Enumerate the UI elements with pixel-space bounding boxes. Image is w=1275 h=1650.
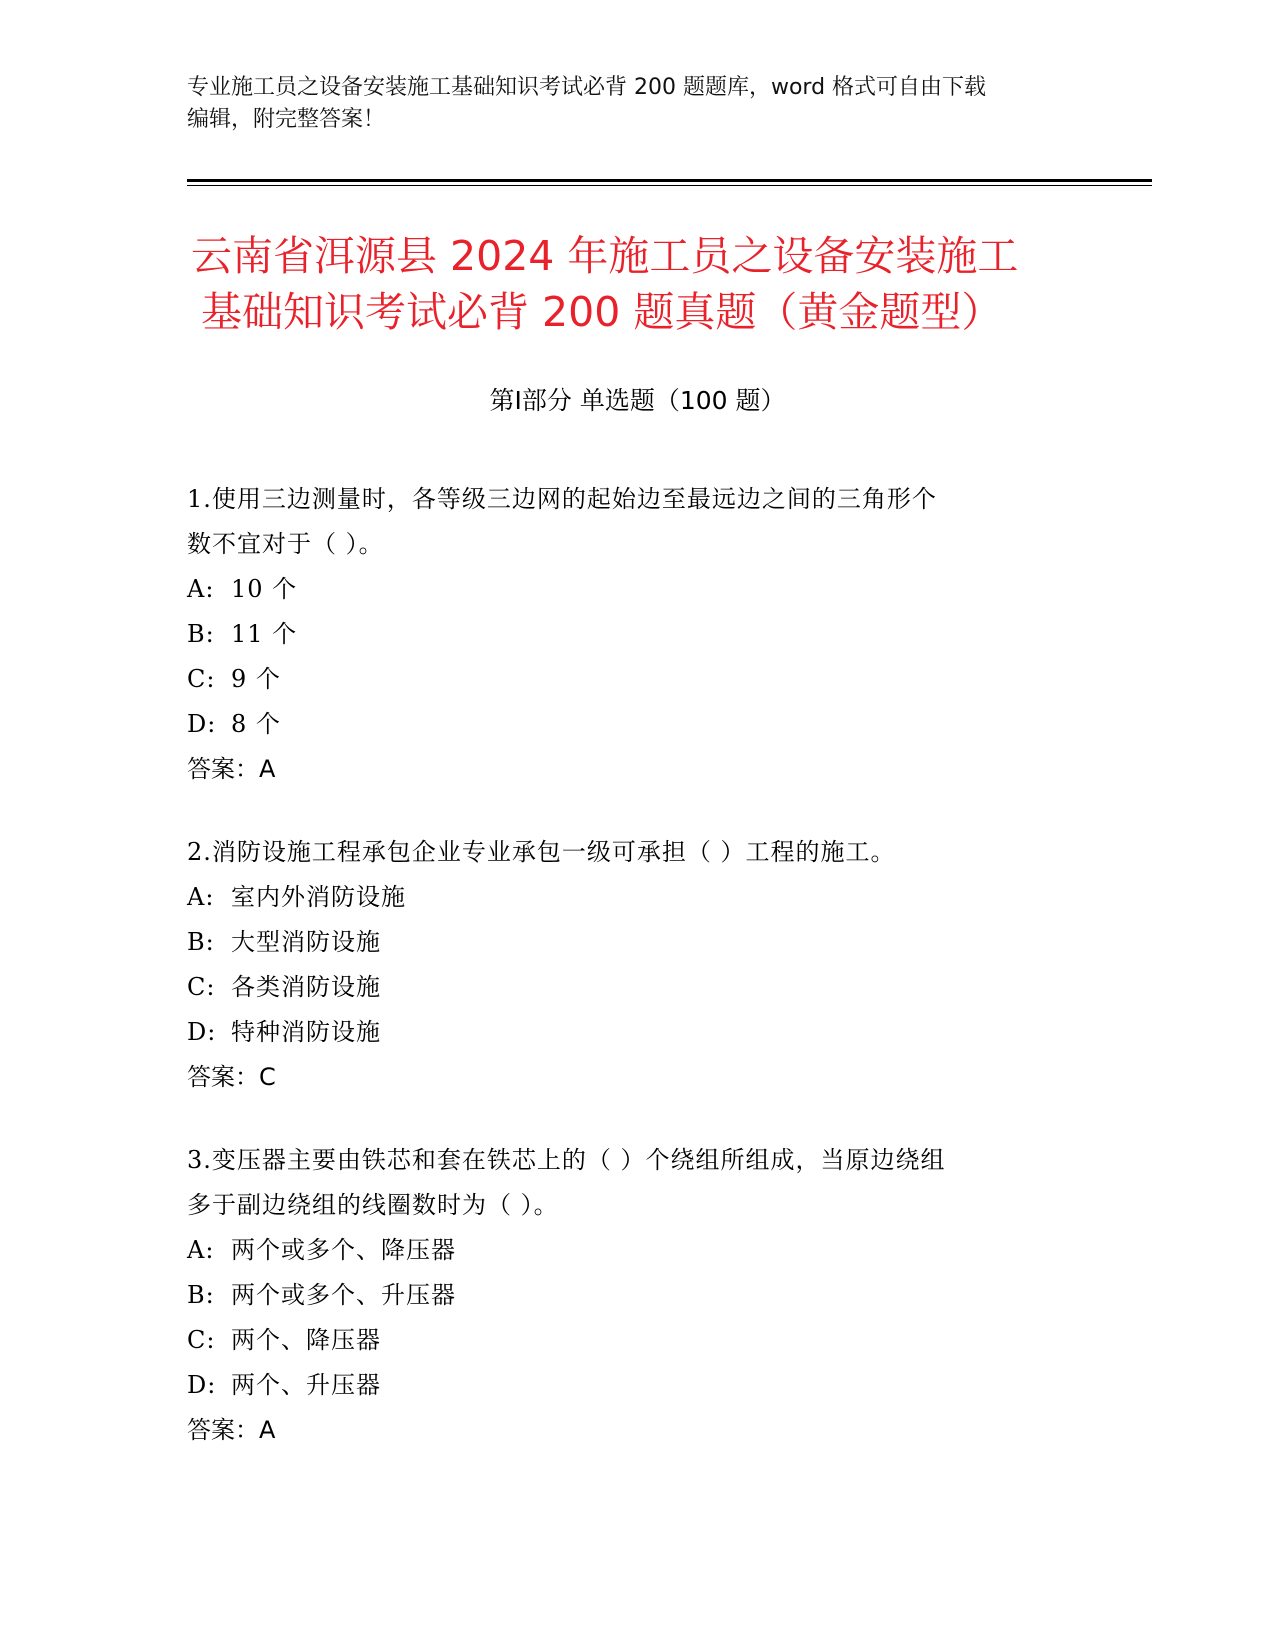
option-text: 室内外消防设施 xyxy=(231,883,406,911)
title-line-2: 基础知识考试必背 200 题真题（黄金题型） xyxy=(201,288,1003,336)
option-text: 特种消防设施 xyxy=(231,1018,381,1046)
option-text: 9 个 xyxy=(231,665,281,693)
header-note-line-2: 编辑，附完整答案！ xyxy=(187,107,386,132)
option-d xyxy=(187,702,1087,747)
option-c xyxy=(187,657,1087,702)
option-a xyxy=(187,1228,1087,1273)
answer-line: 答案：A xyxy=(187,1416,276,1444)
option-b xyxy=(187,612,1087,657)
option-letter: A: xyxy=(187,1236,215,1264)
option-letter: D: xyxy=(187,1018,217,1046)
option-text: 8 个 xyxy=(231,710,281,738)
option-text: 两个或多个、降压器 xyxy=(231,1236,456,1264)
answer-line: 答案：C xyxy=(187,1063,276,1091)
option-letter: C: xyxy=(187,665,216,693)
option-letter: D: xyxy=(187,710,217,738)
option-text: 两个或多个、升压器 xyxy=(231,1281,456,1309)
option-text: 10 个 xyxy=(231,575,298,603)
document-header-note xyxy=(187,72,1087,136)
header-divider-thick xyxy=(187,179,1152,182)
option-c xyxy=(187,965,1087,1010)
option-letter: B: xyxy=(187,1281,215,1309)
question-stem-line-1: 2.消防设施工程承包企业专业承包一级可承担（ ）工程的施工。 xyxy=(187,838,896,866)
header-note-line-1: 专业施工员之设备安装施工基础知识考试必背 200 题题库，word 格式可自由下载 xyxy=(187,75,987,100)
option-d xyxy=(187,1010,1087,1055)
question-list xyxy=(187,477,1087,1491)
option-letter: C: xyxy=(187,1326,216,1354)
question-stem-line-1: 3.变压器主要由铁芯和套在铁芯上的（ ）个绕组所组成，当原边绕组 xyxy=(187,1146,946,1174)
question-stem-line-1: 1.使用三边测量时，各等级三边网的起始边至最远边之间的三角形个 xyxy=(187,485,937,513)
option-letter: D: xyxy=(187,1371,217,1399)
question-2 xyxy=(187,830,1087,1100)
option-text: 11 个 xyxy=(231,620,298,648)
option-letter: C: xyxy=(187,973,216,1001)
option-text: 两个、降压器 xyxy=(231,1326,381,1354)
option-c xyxy=(187,1318,1087,1363)
document-title xyxy=(187,228,1107,340)
question-1 xyxy=(187,477,1087,792)
option-a xyxy=(187,875,1087,920)
option-a xyxy=(187,567,1087,612)
option-text: 大型消防设施 xyxy=(231,928,381,956)
option-text: 两个、升压器 xyxy=(231,1371,381,1399)
option-letter: A: xyxy=(187,575,215,603)
option-d xyxy=(187,1363,1087,1408)
question-stem-line-2: 数不宜对于（ ）。 xyxy=(187,530,384,558)
question-3 xyxy=(187,1138,1087,1453)
option-letter: A: xyxy=(187,883,215,911)
answer-line: 答案：A xyxy=(187,755,276,783)
option-b xyxy=(187,1273,1087,1318)
option-letter: B: xyxy=(187,928,215,956)
question-stem-line-2: 多于副边绕组的线圈数时为（ ）。 xyxy=(187,1191,559,1219)
section-heading: 第Ⅰ部分 单选题（100 题） xyxy=(489,386,786,415)
header-divider-thin xyxy=(187,185,1152,186)
option-text: 各类消防设施 xyxy=(231,973,381,1001)
option-b xyxy=(187,920,1087,965)
title-line-1: 云南省洱源县 2024 年施工员之设备安装施工 xyxy=(191,232,1019,280)
option-letter: B: xyxy=(187,620,215,648)
